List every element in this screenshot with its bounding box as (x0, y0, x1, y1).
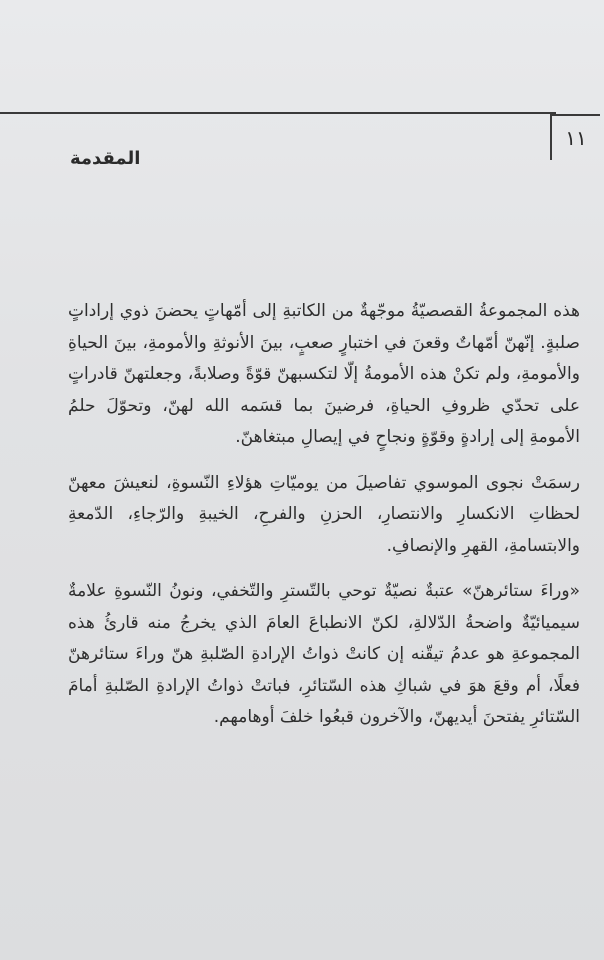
section-title: المقدمة (70, 148, 141, 169)
paragraph-3: «وراءَ ستائرهنّ» عتبةٌ نصيّةٌ توحي بالتّسترِ والتّخفي، ونونُ النّسوةِ علامةٌ سيميائيّةٌ واضحةُ الدّلالةِ، لكنّ الانطباعَ العامَ الذي يخرجُ منه قارئُ هذه المجموعةِ هو عدمُ تيقّنه إن كانتْ ذواتُ الإرادةِ الصّلبةِ هنّ وراءَ ستائرهنّ فعلًا، أم وقعَ هوَ في شباكِ هذه السّتائرِ، فباتتْ ذواتُ الإرادةِ الصّلبةِ أمامَ السّتائرِ يفتحنَ أيديهنّ، والآخرون قبعُوا خلفَ أوهامهم. (68, 581, 580, 727)
header-rule (0, 112, 556, 114)
paragraph-2: رسمَتْ نجوى الموسوي تفاصيلَ من يوميّاتِ هؤلاءِ النّسوةِ، لنعيشَ معهنّ لحظاتِ الانكسارِ والانتصارِ، الحزنِ والفرحِ، الخيبةِ والرّجاءِ، الدّمعةِ والابتسامةِ، القهرِ والإنصافِ. (68, 472, 580, 556)
paragraph-1: هذه المجموعةُ القصصيّةُ موجّهةٌ من الكاتبةِ إلى أمّهاتٍ يحضنَ ذوي إراداتٍ صلبةٍ. إنّهنّ أمّهاتٌ وقعنَ في اختبارٍ صعبٍ، بينَ الأنوثةِ والأمومةِ، بينَ الحياةِ والأمومةِ، ولم تكنْ هذه الأمومةُ إلّا لتكسبهنّ قوّةً وصلابةً، وجعلتهنّ قادراتٍ على تحدّي ظروفِ الحياةِ، فرضينَ بما قسَمه الله لهنّ، وتحوّلَ حلمُ الأمومةِ إلى إرادةٍ وقوّةٍ ونجاحٍ في إيصالِ مبتغاهنّ. (68, 301, 580, 447)
body-text (68, 296, 580, 734)
page-number: ١١ (550, 114, 600, 160)
